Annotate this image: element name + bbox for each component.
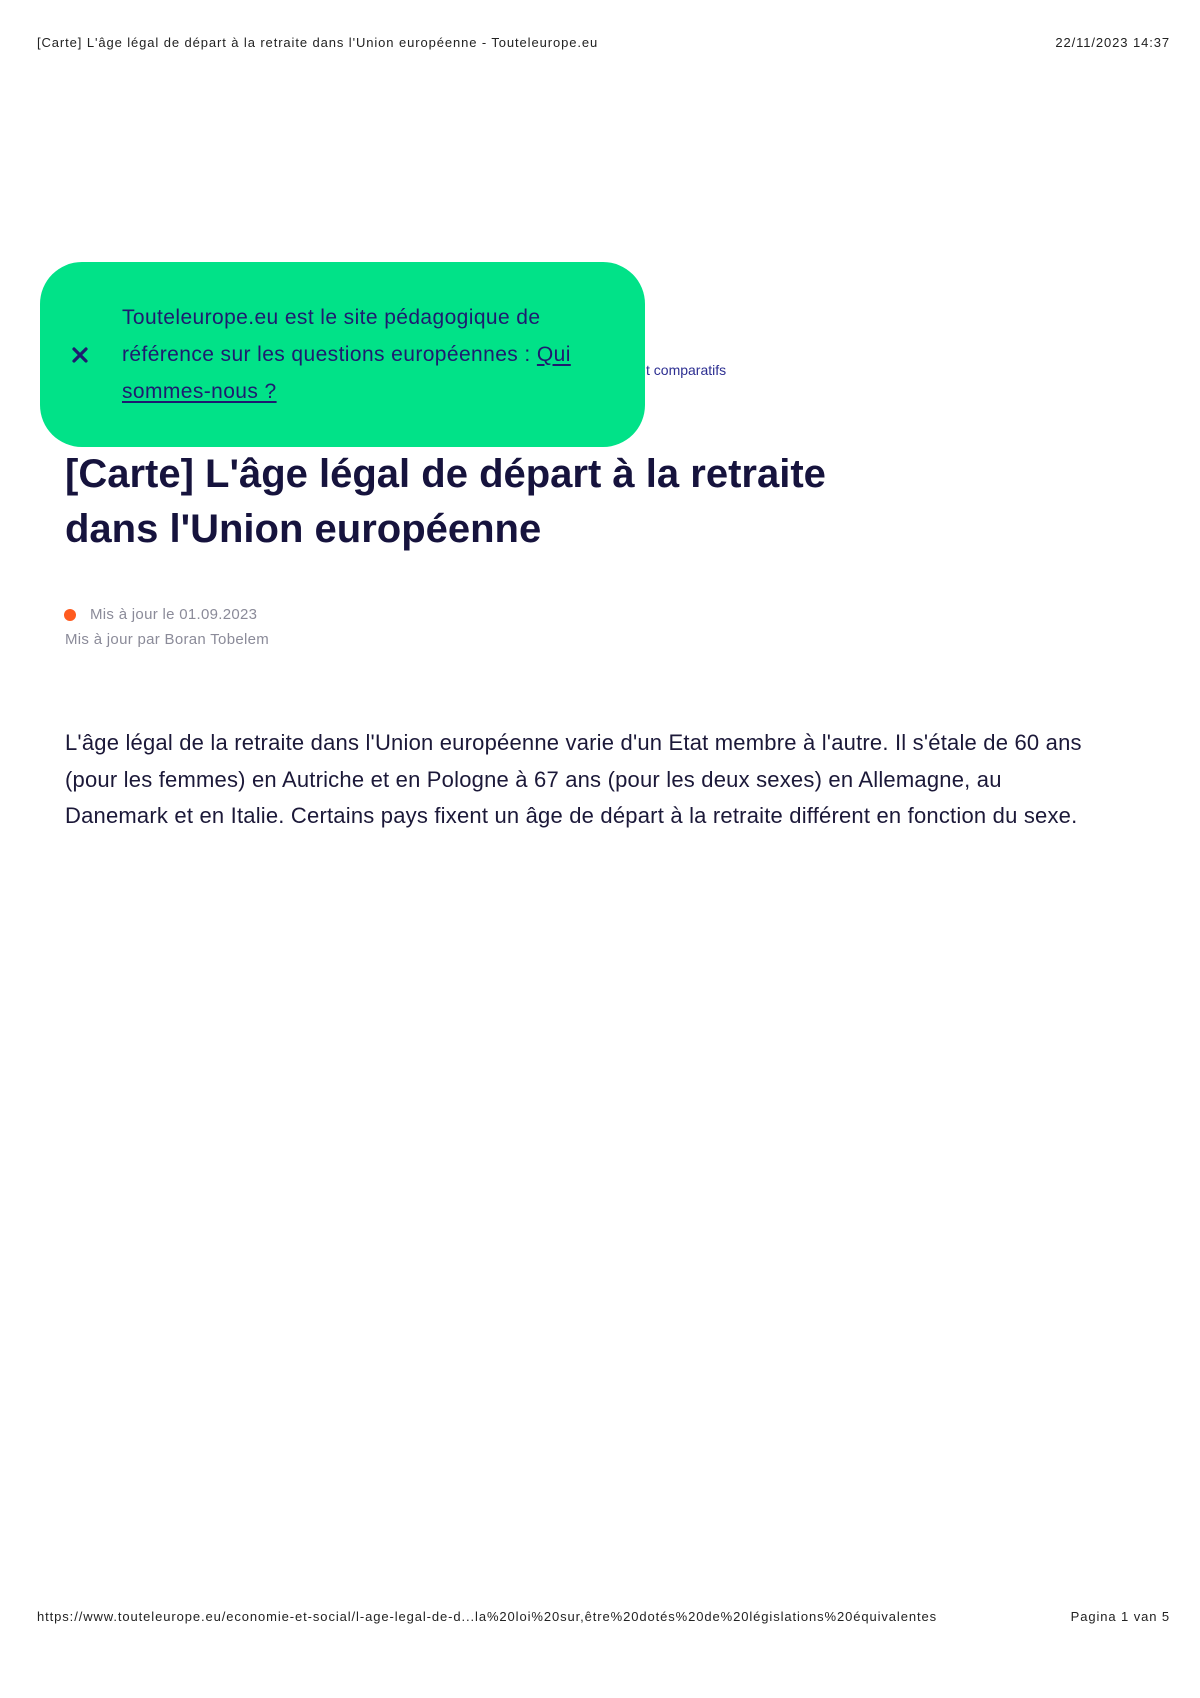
updated-author: Mis à jour par Boran Tobelem	[65, 631, 270, 648]
print-header-datetime: 22/11/2023 14:37	[1055, 35, 1170, 50]
print-footer-url: https://www.touteleurope.eu/economie-et-social/l-age-legal-de-d...la%20loi%20sur,être%20dotés%20de%20législations%20équivalentes	[37, 1609, 938, 1624]
updated-date: Mis à jour le 01.09.2023	[90, 606, 258, 623]
article-intro: L'âge légal de la retraite dans l'Union européenne varie d'un Etat membre à l'autre. Il s'étale de 60 ans (pour les femmes) en Autriche et en Pologne à 67 ans (pour les deux sexes) en Allemagne, au Danemark et en Italie. Certains pays fixent un âge de départ à la retraite différent en fonction du sexe.	[65, 730, 1082, 828]
banner-message-text: Touteleurope.eu est le site pédagogique de référence sur les questions européennes :	[122, 306, 541, 366]
banner-message	[122, 299, 592, 410]
print-header-title: [Carte] L'âge légal de départ à la retraite dans l'Union européenne - Touteleurope.eu	[37, 35, 599, 50]
print-footer-page: Pagina 1 van 5	[1070, 1609, 1170, 1624]
info-banner	[40, 262, 645, 447]
about-link[interactable]: Qui sommes-nous ?	[122, 343, 571, 403]
close-icon	[71, 346, 89, 364]
breadcrumb-link[interactable]: t comparatifs	[646, 362, 727, 378]
status-dot	[64, 609, 76, 621]
close-banner-button[interactable]	[70, 345, 90, 365]
article-title: [Carte] L'âge légal de départ à la retraite dans l'Union européenne	[65, 452, 826, 551]
